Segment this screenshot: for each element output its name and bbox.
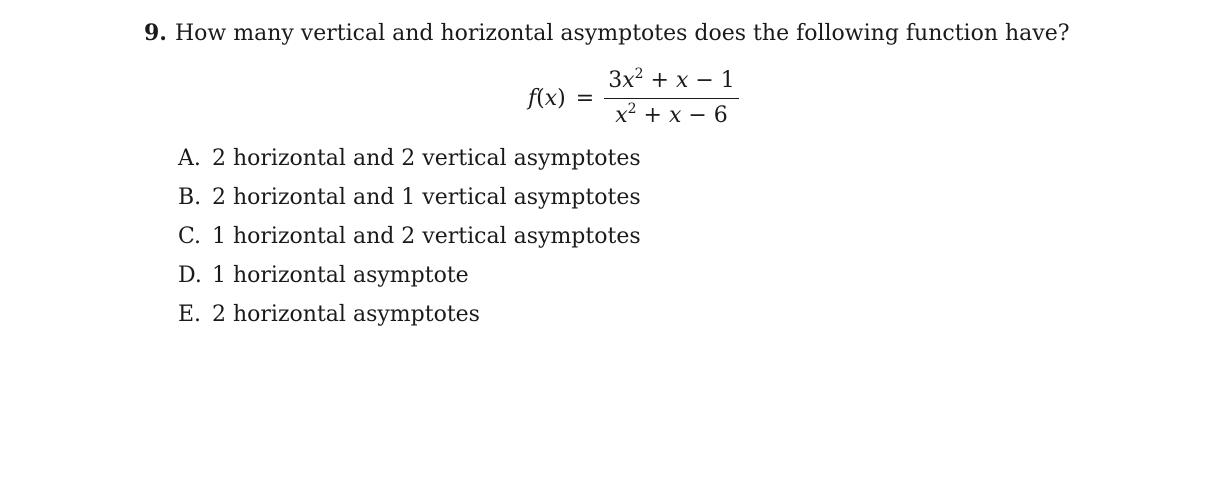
denominator-variable: x [615, 102, 628, 128]
option-letter: B. [178, 185, 202, 210]
option-letter: E. [178, 302, 202, 327]
close-paren: ) [557, 85, 566, 111]
option-text: 1 horizontal and 2 vertical asymptotes [212, 224, 641, 249]
option-a[interactable] [178, 143, 641, 182]
function-lhs [528, 86, 566, 111]
option-letter: C. [178, 224, 202, 249]
option-d[interactable] [178, 260, 641, 299]
numerator-constant: − 1 [688, 67, 735, 93]
denominator-plus: + [636, 102, 669, 128]
question-number: 9. [144, 20, 167, 46]
numerator-coefficient: 3 [608, 67, 623, 93]
option-c[interactable] [178, 221, 641, 260]
option-e[interactable] [178, 299, 641, 338]
option-letter: D. [178, 263, 202, 288]
function-name: f [528, 85, 537, 111]
function-formula [528, 66, 739, 130]
numerator-exponent: 2 [634, 65, 644, 82]
numerator-linear-variable: x [675, 67, 689, 93]
denominator [611, 99, 732, 129]
option-b[interactable] [178, 182, 641, 221]
answer-options [178, 143, 641, 338]
option-text: 2 horizontal and 2 vertical asymptotes [212, 146, 641, 171]
question-text: How many vertical and horizontal asymptotes does the following function have? [174, 21, 1070, 46]
numerator-variable: x [622, 67, 635, 93]
function-argument: x [544, 85, 558, 111]
denominator-linear-variable: x [668, 102, 682, 128]
numerator-plus: + [643, 67, 676, 93]
denominator-exponent: 2 [627, 100, 637, 117]
fraction [604, 65, 739, 129]
question-prompt [144, 18, 1070, 49]
open-paren: ( [536, 85, 545, 111]
option-text: 2 horizontal asymptotes [212, 302, 480, 327]
option-text: 2 horizontal and 1 vertical asymptotes [212, 185, 641, 210]
equals-sign: = [575, 85, 595, 111]
numerator [604, 65, 739, 99]
option-letter: A. [178, 146, 201, 171]
option-text: 1 horizontal asymptote [212, 263, 469, 288]
denominator-constant: − 6 [681, 102, 728, 128]
